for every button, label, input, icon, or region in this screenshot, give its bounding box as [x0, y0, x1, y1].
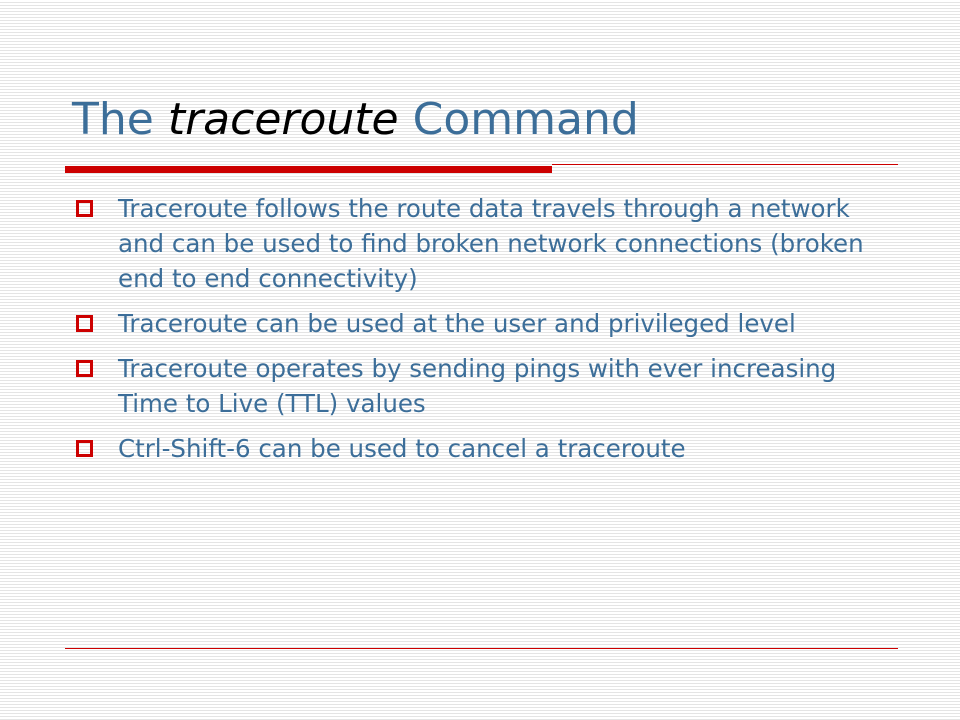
slide-title — [72, 96, 639, 144]
hollow-square-icon — [76, 360, 93, 377]
hollow-square-icon — [76, 440, 93, 457]
bullet-item — [72, 351, 898, 421]
bullet-item — [72, 431, 898, 466]
hollow-square-icon — [76, 200, 93, 217]
title-emphasis: traceroute — [167, 94, 399, 145]
bullet-item — [72, 306, 898, 341]
hollow-square-icon — [76, 315, 93, 332]
title-underline-thick — [65, 166, 552, 173]
bullet-text: Traceroute can be used at the user and privileged level — [118, 309, 796, 338]
bullet-text: Traceroute follows the route data travels through a network and can be used to find broken network connections (broken end to end connectivity) — [118, 194, 864, 293]
bullet-list — [72, 191, 898, 476]
footer-rule — [65, 648, 898, 649]
title-underline-thin — [552, 164, 898, 165]
title-suffix: Command — [398, 94, 639, 145]
bullet-text: Traceroute operates by sending pings with ever increasing Time to Live (TTL) values — [118, 354, 837, 418]
bullet-item — [72, 191, 898, 296]
title-prefix: The — [72, 94, 168, 145]
bullet-text: Ctrl-Shift-6 can be used to cancel a traceroute — [118, 434, 686, 463]
